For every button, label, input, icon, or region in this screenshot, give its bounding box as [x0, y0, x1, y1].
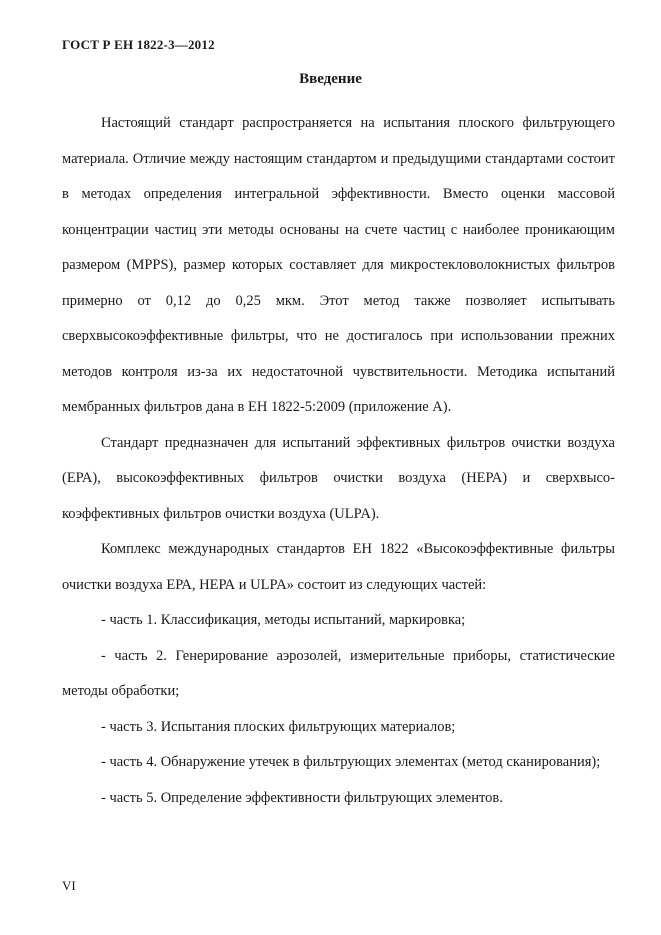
list-item-part-3: - часть 3. Испытания плоских фильтрующих материалов; [101, 718, 456, 735]
standard-code-header: ГОСТ Р ЕН 1822-3—2012 [62, 37, 215, 52]
page-number: VI [62, 878, 76, 893]
paragraph-intro: Настоящий стандарт распространяется на испытания плоского фильтрующего материала. Отличие между настоящим стандартом и предыдущими стандартами состоит в методах определения интегральной эффективности. Вместо оценки массовой концентрации частиц эти методы основаны на счете частиц с наиболее проникающим размером (MPPS), размер которых составляет для микростекловолокнистых фильтров примерно от 0,12 до 0,25 мкм. Этот метод также позволяет испытывать сверхвысокоэффективные фильтры, что не достигалось при использовании прежних методов контроля из-за их недостаточной чувствительности. Методика испытаний мембранных фильтров дана в ЕН 1822-5:2009 (приложение А). [62, 115, 615, 415]
list-item-part-2: - часть 2. Генерирование аэрозолей, измерительные приборы, статистические методы обработки; [62, 647, 615, 699]
section-title: Введение [299, 71, 362, 87]
list-item-part-4: - часть 4. Обнаружение утечек в фильтрующих элементах (метод сканирования); [101, 754, 601, 770]
paragraph-series: Комплекс международных стандартов ЕН 1822 «Высокоэффективные фильтры очистки воздуха ЕРА, НЕРА и ULPA» состоит из следующих частей: [62, 541, 615, 593]
list-item-part-5: - часть 5. Определение эффективности фильтрующих элементов. [101, 789, 503, 806]
paragraph-purpose: Стандарт предназначен для испытаний эффективных фильтров очистки воздуха (ЕРА), высокоэффективных фильтров очистки воздуха (НЕРА) и сверхвысокоэффективных фильтров очистки воздуха (ULPA). [62, 434, 615, 522]
list-item-part-1: - часть 1. Классификация, методы испытаний, маркировка; [101, 612, 466, 628]
body-text [62, 106, 615, 816]
